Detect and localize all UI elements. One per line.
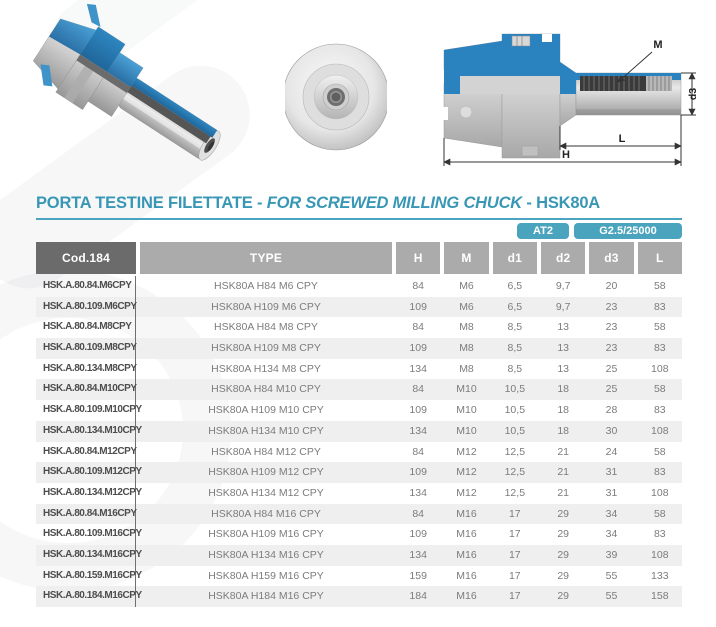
cell-h: 184 [409,590,427,603]
cell-d2: 18 [557,404,569,417]
table-row [36,359,682,380]
cell-m: M6 [459,280,474,292]
cell-type: HSK80A H109 M10 CPY [208,404,324,417]
title-model: HSK80A [536,194,601,212]
dim-label-h: H [562,149,570,161]
dim-label-l: L [618,133,626,145]
title-separator: - [522,194,537,212]
cell-d2: 13 [557,342,569,355]
dim-label-m: M [653,39,663,51]
table-row [36,586,682,607]
table-header-row [36,242,682,274]
cell-h: 84 [412,445,424,458]
cell-l: 158 [651,590,669,603]
cell-type: HSK80A H84 M10 CPY [211,383,321,396]
cell-l: 108 [651,424,669,437]
cell-h: 109 [409,404,427,417]
column-header-d3: d3 [589,242,633,274]
toolholder-front-view-image [268,40,408,155]
table-row [36,566,682,587]
cell-l: 83 [653,466,666,479]
cell-d3: 31 [605,466,618,479]
cell-l: 58 [653,445,666,458]
cell-m: M12 [456,466,477,479]
cell-d2: 13 [557,321,569,334]
cell-l: 83 [653,404,666,417]
table-row [36,400,682,421]
cell-m: M16 [456,528,477,541]
toolholder-section-drawing [426,14,701,179]
table-row [36,379,682,400]
cell-m: M16 [456,590,477,603]
title-italian: PORTA TESTINE FILETTATE [36,194,253,212]
cell-l: 83 [653,528,666,541]
cell-h: 84 [412,280,424,292]
cell-d1: 10,5 [504,383,526,396]
spec-badges [36,223,682,239]
cell-d1: 12,5 [504,486,526,499]
cell-d3: 25 [605,383,618,396]
cell-d1: 17 [508,528,521,541]
table-row [36,276,682,297]
cell-d3: 34 [605,528,618,541]
cell-d3: 31 [605,486,618,499]
cell-l: 58 [653,507,666,520]
cell-d2: 18 [557,383,569,396]
cell-m: M16 [456,569,477,582]
cell-m: M16 [456,548,477,561]
cell-h: 134 [409,424,427,437]
cell-d3: 55 [605,590,618,603]
cell-cod184: HSK.A.80.109.M8CPY [36,338,136,359]
cell-d1: 17 [508,507,521,520]
title-separator: - [252,194,267,212]
cell-h: 109 [409,300,427,313]
cell-cod184: HSK.A.80.84.M16CPY [36,504,136,525]
section-title-block [36,194,682,220]
cell-d3: 23 [605,321,618,334]
table-row [36,524,682,545]
cell-type: HSK80A H109 M16 CPY [208,528,324,541]
cell-type: HSK80A H109 M8 CPY [211,342,321,355]
column-header-h: H [396,242,440,274]
dim-label-d3: d3 [687,87,699,101]
cell-d3: 39 [605,548,618,561]
cell-type: HSK80A H84 M8 CPY [214,321,318,334]
cell-d3: 23 [605,342,618,355]
cell-d1: 10,5 [504,404,526,417]
cell-l: 108 [651,486,669,499]
cell-cod184: HSK.A.80.134.M10CPY [36,421,136,442]
cell-l: 133 [651,569,669,582]
cell-cod184: HSK.A.80.84.M6CPY [36,276,136,297]
cell-d3: 30 [605,424,618,437]
cell-m: M8 [459,362,474,375]
cell-type: HSK80A H109 M6 CPY [211,300,321,313]
table-row [36,338,682,359]
cell-d3: 28 [605,404,618,417]
page-title [36,194,682,213]
cell-cod184: HSK.A.80.134.M12CPY [36,483,136,504]
cell-h: 109 [409,528,427,541]
table-row [36,545,682,566]
cell-l: 83 [653,300,666,313]
cell-type: HSK80A H134 M16 CPY [208,548,324,561]
column-header-m: M [444,242,488,274]
cell-d2: 13 [557,362,569,375]
product-table [36,242,682,607]
cell-m: M16 [456,507,477,520]
cell-h: 84 [412,507,424,520]
cell-h: 134 [409,548,427,561]
cell-m: M12 [456,486,477,499]
balancing-badge: G2.5/25000 [574,223,682,239]
table-row [36,462,682,483]
cell-d2: 21 [557,466,569,479]
cell-h: 84 [412,321,424,334]
cell-cod184: HSK.A.80.84.M8CPY [36,317,136,338]
table-body [36,276,682,607]
cell-d3: 55 [605,569,618,582]
cell-d1: 10,5 [504,424,526,437]
cell-h: 134 [409,362,427,375]
cell-h: 134 [409,486,427,499]
table-row [36,421,682,442]
cell-d2: 21 [557,486,569,499]
cell-d3: 23 [605,300,618,313]
cell-cod184: HSK.A.80.109.M6CPY [36,297,136,318]
cell-m: M8 [459,321,474,334]
column-header-type: TYPE [140,242,392,274]
table-row [36,483,682,504]
cell-l: 108 [651,548,669,561]
cell-m: M10 [456,383,477,396]
cell-cod184: HSK.A.80.109.M16CPY [36,524,136,545]
cell-d1: 17 [508,548,521,561]
cell-cod184: HSK.A.80.84.M10CPY [36,379,136,400]
cell-d2: 29 [557,548,569,561]
cell-type: HSK80A H134 M8 CPY [211,362,321,375]
cell-h: 84 [412,383,424,396]
cell-type: HSK80A H159 M16 CPY [208,569,324,582]
cell-d1: 8,5 [507,362,523,375]
cell-cod184: HSK.A.80.109.M12CPY [36,462,136,483]
cell-d1: 17 [508,590,521,603]
cell-m: M6 [459,300,474,313]
table-row [36,297,682,318]
title-english: FOR SCREWED MILLING CHUCK [266,194,523,212]
cell-d1: 12,5 [504,445,526,458]
cell-type: HSK80A H84 M6 CPY [214,280,318,292]
cell-type: HSK80A H134 M10 CPY [208,424,324,437]
cell-d2: 29 [557,528,569,541]
cell-d2: 18 [557,424,569,437]
cell-type: HSK80A H109 M12 CPY [208,466,324,479]
cell-cod184: HSK.A.80.134.M8CPY [36,359,136,380]
cell-d2: 29 [557,590,569,603]
cell-l: 58 [653,280,666,292]
cell-cod184: HSK.A.80.109.M10CPY [36,400,136,421]
cell-m: M10 [456,424,477,437]
cell-l: 58 [653,383,666,396]
cell-cod184: HSK.A.80.84.M12CPY [36,442,136,463]
cell-l: 58 [653,321,666,334]
cell-d3: 34 [605,507,618,520]
column-header-d2: d2 [541,242,585,274]
cell-d2: 9,7 [555,300,571,313]
cell-h: 109 [409,342,427,355]
cell-d1: 6,5 [507,280,523,292]
cell-l: 83 [653,342,666,355]
cell-l: 108 [651,362,669,375]
table-row [36,317,682,338]
column-header-code: Cod.184 [36,242,136,274]
cell-m: M12 [456,445,477,458]
cell-d2: 29 [557,507,569,520]
cell-h: 109 [409,466,427,479]
table-row [36,504,682,525]
cell-d3: 20 [605,280,618,292]
cell-d1: 8,5 [507,321,523,334]
tolerance-badge: AT2 [517,223,569,239]
cell-cod184: HSK.A.80.134.M16CPY [36,545,136,566]
toolholder-3d-cutaway-image [20,4,235,186]
cell-d1: 12,5 [504,466,526,479]
cell-m: M10 [456,404,477,417]
cell-type: HSK80A H84 M16 CPY [211,507,321,520]
cell-d2: 29 [557,569,569,582]
cell-d1: 17 [508,569,521,582]
table-row [36,442,682,463]
cell-cod184: HSK.A.80.184.M16CPY [36,586,136,607]
cell-d1: 8,5 [507,342,523,355]
cell-h: 159 [409,569,427,582]
cell-d3: 25 [605,362,618,375]
cell-type: HSK80A H184 M16 CPY [208,590,324,603]
thread-section [580,76,646,91]
cell-d3: 24 [605,445,618,458]
column-header-l: L [638,242,682,274]
cell-d2: 21 [557,445,569,458]
cell-d1: 6,5 [507,300,523,313]
column-header-d1: d1 [493,242,537,274]
cell-m: M8 [459,342,474,355]
cell-cod184: HSK.A.80.159.M16CPY [36,566,136,587]
cell-type: HSK80A H134 M12 CPY [208,486,324,499]
cell-d2: 9,7 [555,280,571,292]
cell-type: HSK80A H84 M12 CPY [211,445,321,458]
